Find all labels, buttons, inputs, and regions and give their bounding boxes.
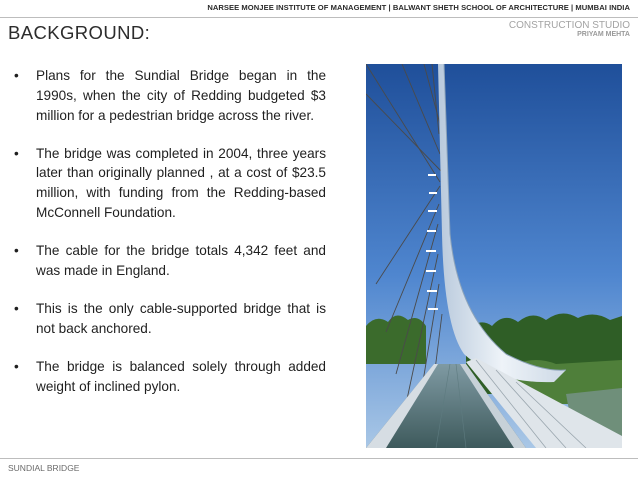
- header-divider: [0, 17, 638, 18]
- footer-divider: [0, 458, 638, 459]
- bullet-text: This is the only cable-supported bridge that is not back anchored.: [36, 301, 326, 336]
- bullet-text: Plans for the Sundial Bridge began in the 1990s, when the city of Redding budgeted $3 million for a pedestrian bridge across the river.: [36, 68, 326, 123]
- bullet-text: The bridge was completed in 2004, three years later than originally planned , at a cost of $23.5 million, with funding from the Redding-based McConnell Foundation.: [36, 145, 326, 221]
- studio-name: CONSTRUCTION STUDIO: [508, 20, 630, 31]
- bullet-icon: •: [14, 243, 19, 259]
- author-name: PRIYAM MEHTA: [577, 31, 630, 38]
- bullet-list: [12, 66, 326, 415]
- bullet-item: [12, 66, 326, 125]
- bullet-item: [12, 357, 326, 397]
- bullet-item: [12, 241, 326, 281]
- bullet-item: [12, 299, 326, 339]
- bullet-icon: •: [14, 68, 19, 83]
- slide-title: BACKGROUND:: [8, 22, 151, 43]
- institute-name: NARSEE MONJEE INSTITUTE OF MANAGEMENT | BALWANT SHETH SCHOOL OF ARCHITECTURE | MUMBAI INDIA: [207, 3, 630, 12]
- bullet-icon: •: [14, 145, 19, 161]
- bullet-item: [12, 144, 326, 223]
- bullet-icon: •: [14, 301, 19, 317]
- footer-label: SUNDIAL BRIDGE: [8, 463, 80, 473]
- bullet-icon: •: [14, 358, 19, 374]
- bullet-text: The cable for the bridge totals 4,342 feet and was made in England.: [36, 243, 326, 278]
- sundial-bridge-photo: [366, 64, 622, 448]
- bullet-text: The bridge is balanced solely through added weight of inclined pylon.: [36, 358, 326, 394]
